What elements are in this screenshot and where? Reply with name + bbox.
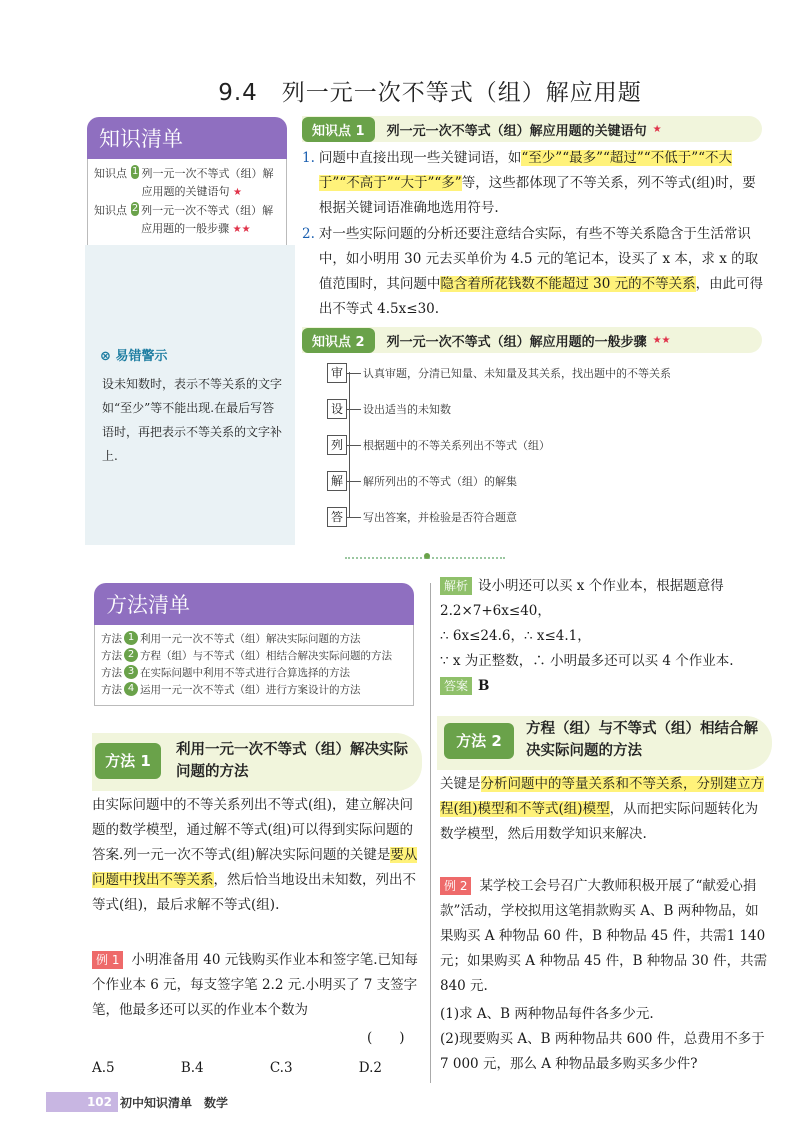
example-2-tag: 例 2 [440,877,471,895]
solution-tag: 解析 [440,577,472,595]
warning-icon: ⊗ [100,349,111,364]
star-icon: ★ [652,123,662,135]
knowledge-item-text: 列一元一次不等式（组）解应用题的一般步骤 ★★ [141,204,274,235]
warning-title: ⊗ 易错警示 [100,349,168,364]
steps-list [327,355,767,535]
answer-parentheses: ( ) [367,1030,405,1046]
knowledge-item-number: 2 [131,203,139,214]
knowledge-item-text: 列一元一次不等式（组）解应用题的关键语句 ★ [141,167,274,198]
knowledge-item [94,165,282,202]
example-2-question-2: (2)现要购买 A、B 两种物品共 600 件，总费用不多于 7 000 元，那么 A 种物品最多购买多少件? [440,1031,765,1072]
step-item: 答 写出答案，并检验是否符合题意 [327,499,767,535]
method-2-title: 方程（组）与不等式（组）相结合解决实际问题的方法 [526,721,758,759]
kp1-paragraph-2: 2. 对一些实际问题的分析还要注意结合实际，有些不等关系隐含于生活常识中，如小明用 30 元去买单价为 4.5 元的笔记本，设买了 x 本，求 x 的取值范围时，其问题中隐含着所花钱数不能超过 30 元的不等关系，由此可得出不等式 4.5x≤30. [302,226,764,317]
knowledge-point-2-tag: 知识点 2 [302,328,375,353]
method-2-body: 关键是分析问题中的等量关系和不等关系，分别建立方程(组)模型和不等式(组)模型，从而把实际问题转化为数学模型，然后用数学知识来解决. [440,776,764,842]
star-icon: ★★ [232,224,251,235]
star-icon: ★★ [652,334,671,346]
knowledge-point-2-title: 列一元一次不等式（组）解应用题的一般步骤 [386,334,647,350]
methods-list-box [94,583,414,706]
knowledge-item-prefix: 知识点 [94,204,127,217]
example-2: 例 2 某学校工会号召广大教师积极开展了“献爱心捐款”活动，学校拟用这笔捐款购买 A、B 两种物品，如果购买 A 种物品 60 件，B 种物品 45 件，共需1 140 元；如果购买 A 种物品 45 件，B 种物品 30 件，共需 840 元. [440,878,768,994]
solution-block: 解析 设小明还可以买 x 个作业本，根据题意得 2.2×7+6x≤40， ∴ 6x≤24.6，∴ x≤4.1， ∵ x 为正整数，∴ 小明最多还可以买 4 个作业本. 答案 B [440,578,734,694]
star-icon: ★ [232,187,242,198]
knowledge-point-2-header [302,327,762,353]
step-item: 列 根据题中的不等关系列出不等式（组） [327,427,767,463]
example-1-options [92,1056,422,1081]
method-1-body: 由实际问题中的不等关系列出不等式(组)，建立解决问题的数学模型，通过解不等式(组)可以得到实际问题的答案.列一元一次不等式(组)解决实际问题的关键是要从问题中找出不等关系，然后恰当地设出未知数，列出不等式(组)，最后求解不等式(组). [92,797,418,913]
methods-list-heading: 方法清单 [94,583,414,625]
method-item: 方法 4 运用一元一次不等式（组）进行方案设计的方法 [101,683,361,696]
answer-value: B [478,678,490,694]
column-separator [430,583,431,1083]
warning-text: 设未知数时，表示不等关系的文字如“至少”等不能出现.在最后写答语时，再把表示不等关系的文字补上. [102,377,283,463]
knowledge-point-1-title: 列一元一次不等式（组）解应用题的关键语句 [386,123,647,139]
option-c: C.3 [269,1060,293,1076]
example-1-tag: 例 1 [92,951,123,969]
option-b: B.4 [180,1060,204,1076]
knowledge-item-number: 1 [132,166,139,177]
step-item: 解 解所列出的不等式（组）的解集 [327,463,767,499]
kp1-paragraph-1: 1. 问题中直接出现一些关键词语，如“至少”“最多”“超过”“不低于”“不大于”“不高于”“大于”“多”等，这些都体现了不等关系，列不等式(组)时，要根据关键词语准确地选用符号. [302,150,756,216]
example-2-question-1: (1)求 A、B 两种物品每件各多少元. [440,1006,654,1022]
method-item: 方法 2 方程（组）与不等式（组）相结合解决实际问题的方法 [101,649,392,662]
answer-tag: 答案 [440,677,472,695]
knowledge-item [94,202,282,239]
option-a: A.5 [92,1060,115,1076]
method-1-tag: 方法 1 [95,743,161,779]
footer-text: 初中知识清单 数学 [120,1096,229,1110]
step-item: 设 设出适当的未知数 [327,391,767,427]
option-d: D.2 [358,1060,382,1076]
method-item: 方法 1 利用一元一次不等式（组）解决实际问题的方法 [101,632,361,645]
knowledge-list-heading: 知识清单 [87,117,287,159]
knowledge-point-1-header [302,116,762,142]
knowledge-item-prefix: 知识点 [94,167,127,180]
example-1: 例 1 小明准备用 40 元钱购买作业本和签字笔.已知每个作业本 6 元，每支签字笔 2.2 元.小明买了 7 支签字笔，他最多还可以买的作业本个数为 [92,952,419,1018]
page-title: 9.4 列一元一次不等式（组）解应用题 [218,80,642,106]
page-number: 102 [46,1092,118,1112]
step-item: 审 认真审题，分清已知量、未知量及其关系，找出题中的不等关系 [327,355,767,391]
knowledge-point-1-tag: 知识点 1 [302,117,375,142]
method-2-tag: 方法 2 [444,723,514,759]
method-1-title: 利用一元一次不等式（组）解决实际问题的方法 [176,742,408,780]
method-item: 方法 3 在实际问题中利用不等式进行合算选择的方法 [101,666,350,679]
knowledge-list-box [87,117,287,246]
divider-dot [424,553,430,559]
